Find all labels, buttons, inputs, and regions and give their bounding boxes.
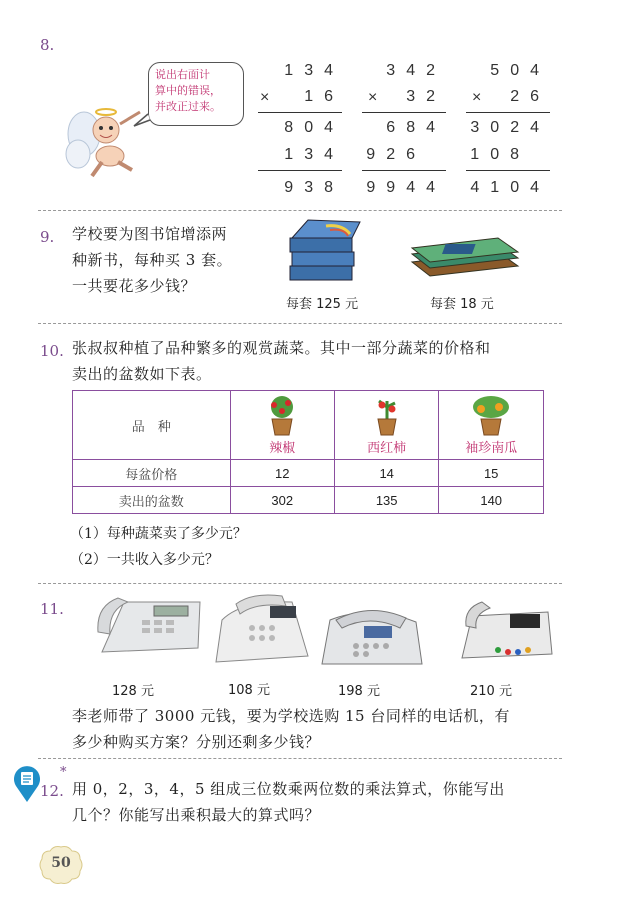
phone-price-1: 128 元	[112, 684, 154, 699]
table-cell: 140	[439, 487, 544, 514]
q10-sub-2: （2）一共收入多少元？	[70, 552, 219, 568]
bubble-line: 说出右面计	[155, 68, 210, 81]
q11-number: 11.	[40, 600, 64, 618]
partial-product-1: 3024	[470, 119, 550, 136]
text-line: 一共要花多少钱？	[72, 277, 197, 295]
vegetable-table	[72, 390, 544, 514]
q12-text	[72, 776, 505, 828]
multiplier: 16	[304, 88, 344, 105]
q10-sub-1: （1）每种蔬菜卖了多少元？	[70, 526, 247, 542]
partial-product-1: 684	[386, 119, 446, 136]
table-cell: 135	[334, 487, 438, 514]
table-cell: 15	[439, 460, 544, 487]
telephone-4-image	[458, 596, 554, 668]
q12-number: 12.	[40, 782, 64, 800]
variety-name: 袖珍南瓜	[465, 440, 518, 456]
table-cell: 12	[230, 460, 334, 487]
multiplier: 26	[510, 88, 550, 105]
partial-product-2: 108	[470, 146, 530, 163]
partial-product-1: 804	[284, 119, 344, 136]
text-line: 多少种购买方案？分别还剩多少钱？	[72, 733, 321, 751]
book-price-2: 每套 18 元	[430, 297, 494, 312]
text-line: 学校要为图书馆增添两	[72, 225, 228, 243]
table-cell: 302	[230, 487, 334, 514]
product-result: 938	[284, 179, 344, 196]
book-stack-illustration	[286, 216, 362, 288]
challenge-star: *	[60, 765, 67, 780]
phone-price-4: 210 元	[470, 684, 512, 699]
row-label: 每盆价格	[73, 460, 231, 487]
multiplicand: 342	[386, 62, 446, 79]
tomato-plant-icon	[367, 395, 407, 437]
page-number-badge	[38, 845, 84, 885]
product-result: 4104	[470, 179, 550, 196]
pumpkin-plant-icon	[469, 395, 513, 437]
table-row	[73, 487, 544, 514]
telephone-2-image	[212, 592, 312, 670]
phone-price-2: 108 元	[228, 683, 270, 698]
partial-product-2: 134	[284, 146, 344, 163]
product-result: 9944	[366, 179, 446, 196]
telephone-3-image	[320, 598, 424, 670]
times-sign: ×	[260, 89, 270, 106]
q8-number: 8.	[40, 36, 55, 54]
speech-bubble	[148, 62, 244, 126]
row-label: 卖出的盆数	[73, 487, 231, 514]
partial-product-2: 926	[366, 146, 426, 163]
bubble-line: 算中的错误，	[155, 84, 221, 97]
multiplicand: 134	[284, 62, 344, 79]
pepper-plant-icon	[262, 395, 302, 437]
q9-text	[72, 221, 232, 299]
bubble-tail	[132, 112, 152, 128]
text-line: 种新书，每种买 3 套。	[72, 251, 233, 269]
q10-number: 10.	[40, 342, 64, 360]
note-marker-icon	[12, 764, 42, 804]
multiplier: 32	[406, 88, 446, 105]
times-sign: ×	[472, 89, 482, 106]
variety-name: 西红柿	[367, 440, 407, 456]
book-price-1: 每套 125 元	[286, 297, 359, 312]
text-line: 张叔叔种植了品种繁多的观赏蔬菜。其中一部分蔬菜的价格和	[72, 339, 491, 357]
telephone-1-image	[94, 592, 206, 664]
text-line: 几个？你能写出乘积最大的算式吗？	[72, 806, 321, 824]
divider	[38, 210, 562, 211]
divider	[38, 758, 562, 759]
text-line: 李老师带了 3000 元钱，要为学校选购 15 台同样的电话机，有	[72, 707, 510, 725]
q10-text	[72, 335, 491, 387]
divider	[38, 323, 562, 324]
table-header-cell: 品 种	[73, 391, 231, 460]
bubble-line: 并改正过来。	[155, 100, 221, 113]
book-set-illustration	[410, 232, 520, 284]
table-row	[73, 460, 544, 487]
phone-price-3: 198 元	[338, 684, 380, 699]
table-cell: 14	[334, 460, 438, 487]
q9-number: 9.	[40, 228, 55, 246]
text-line: 卖出的盆数如下表。	[72, 365, 212, 383]
variety-cell	[439, 391, 544, 460]
text-line: 用 0，2，3，4，5 组成三位数乘两位数的乘法算式，你能写出	[72, 780, 505, 798]
times-sign: ×	[368, 89, 378, 106]
variety-name: 辣椒	[269, 440, 296, 456]
variety-cell	[334, 391, 438, 460]
page-number: 50	[51, 855, 71, 871]
variety-cell	[230, 391, 334, 460]
multiplicand: 504	[490, 62, 550, 79]
q11-text	[72, 703, 510, 755]
divider	[38, 583, 562, 584]
